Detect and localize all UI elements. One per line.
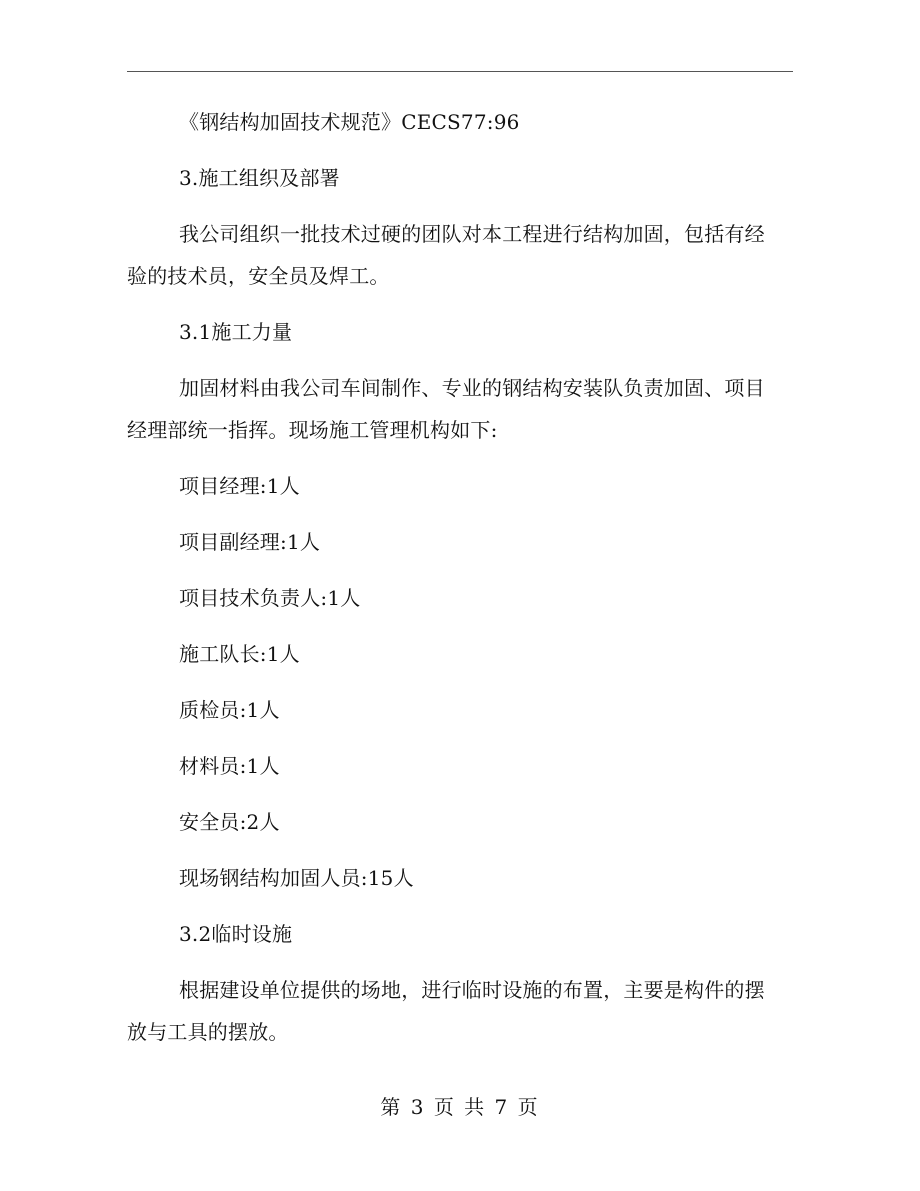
paragraph-line: 加固材料由我公司车间制作、专业的钢结构安装队负责加固、项目 bbox=[179, 376, 765, 400]
staff-item: 项目技术负责人:1人 bbox=[179, 586, 361, 610]
staff-item: 质检员:1人 bbox=[179, 698, 280, 722]
staff-item: 项目经理:1人 bbox=[179, 474, 300, 498]
header-rule bbox=[127, 71, 793, 72]
staff-item: 项目副经理:1人 bbox=[179, 530, 321, 554]
staff-item: 材料员:1人 bbox=[179, 754, 280, 778]
paragraph-line: 根据建设单位提供的场地，进行临时设施的布置，主要是构件的摆 bbox=[179, 978, 765, 1002]
staff-item: 现场钢结构加固人员:15人 bbox=[179, 866, 414, 890]
staff-item: 施工队长:1人 bbox=[179, 642, 300, 666]
page-number-footer: 第 3 页 共 7 页 bbox=[380, 1095, 540, 1119]
section-heading-3-2: 3.2临时设施 bbox=[179, 922, 293, 946]
section-heading-3-1: 3.1施工力量 bbox=[179, 320, 293, 344]
paragraph-line: 验的技术员，安全员及焊工。 bbox=[127, 264, 390, 288]
paragraph-line: 放与工具的摆放。 bbox=[127, 1020, 289, 1044]
paragraph-line: 我公司组织一批技术过硬的团队对本工程进行结构加固，包括有经 bbox=[179, 222, 765, 246]
paragraph-line: 经理部统一指挥。现场施工管理机构如下: bbox=[127, 418, 498, 442]
reference-standard-line: 《钢结构加固技术规范》CECS77:96 bbox=[179, 110, 520, 134]
staff-item: 安全员:2人 bbox=[179, 810, 280, 834]
section-heading-3: 3.施工组织及部署 bbox=[179, 166, 340, 190]
